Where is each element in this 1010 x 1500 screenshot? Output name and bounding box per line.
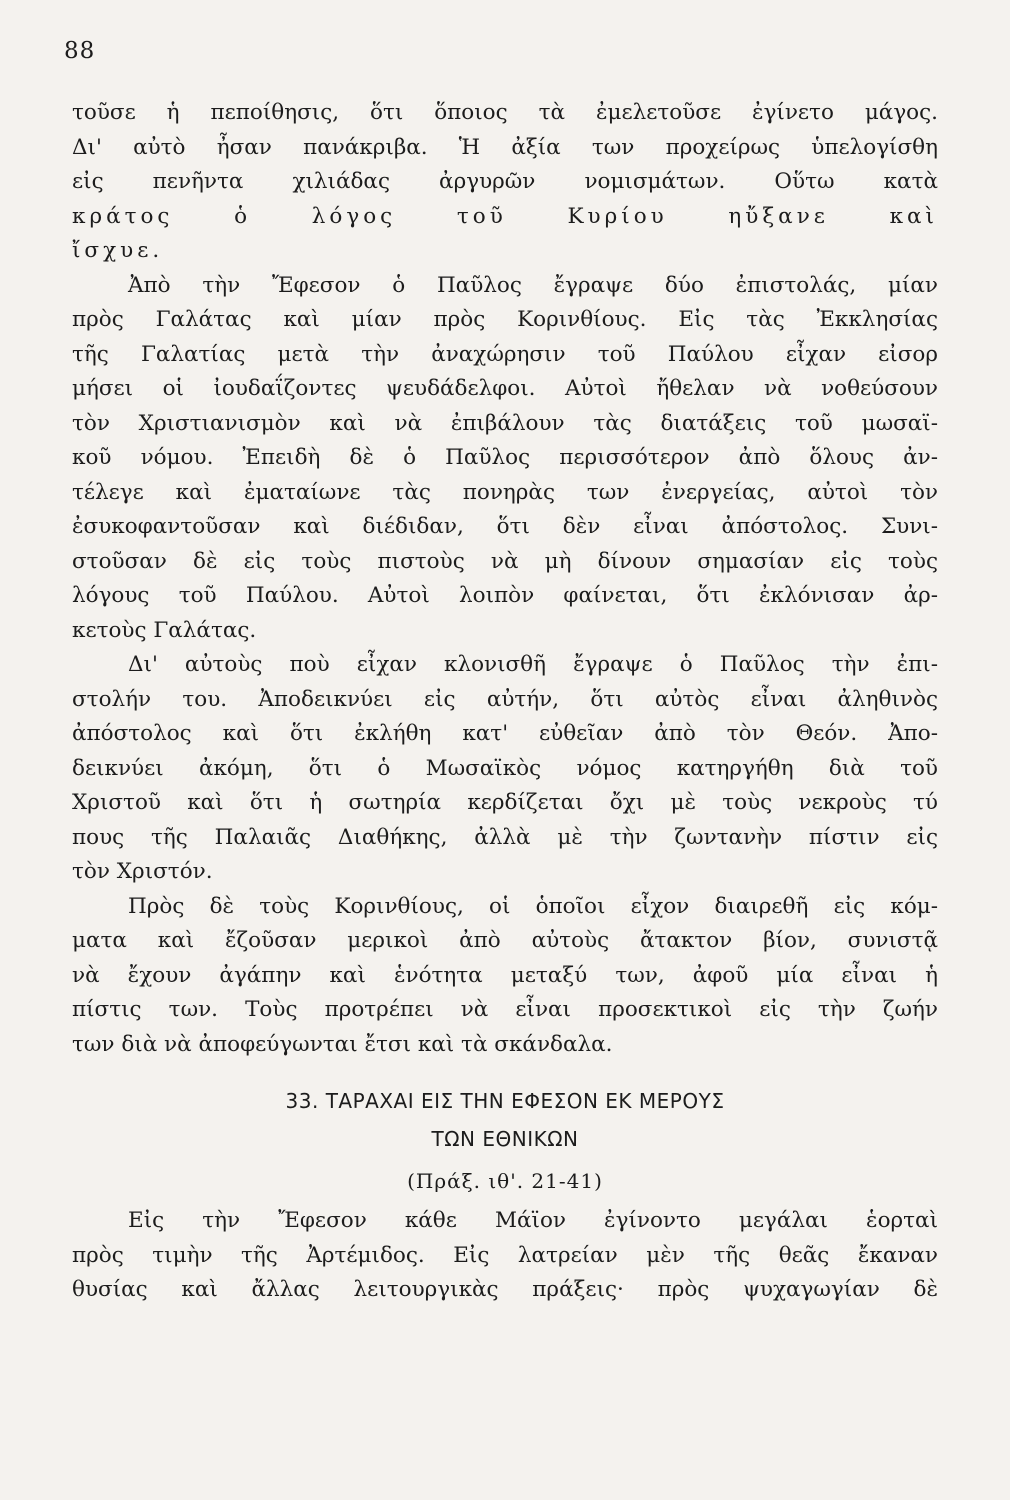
text-line: Εἰς τὴν Ἔφεσον κάθε Μάϊον ἐγίνοντο μεγάλαι ἑορταὶ	[128, 1208, 938, 1233]
text-line: τέλεγε καὶ ἐματαίωνε τὰς πονηρὰς των ἐνεργείας, αὐτοὶ τὸν	[72, 479, 938, 505]
text-line: τὸν Χριστόν.	[72, 859, 213, 884]
text-line: τοῦσε ἡ πεποίθησις, ὅτι ὅποιος τὰ ἐμελετοῦσε ἐγίνετο μάγος.	[72, 100, 938, 125]
text-line: κοῦ νόμου. Ἐπειδὴ δὲ ὁ Παῦλος περισσότερον ἀπὸ ὅλους ἀν-	[72, 445, 938, 470]
paragraph-3	[72, 648, 938, 890]
text-line: θυσίας καὶ ἄλλας λειτουργικὰς πράξεις· πρὸς ψυχαγωγίαν δὲ	[72, 1277, 938, 1302]
section-title-line-2: ΤΩΝ ΕΘΝΙΚΩΝ	[431, 1127, 579, 1151]
text-line: τῆς Γαλατίας μετὰ τὴν ἀναχώρησιν τοῦ Παύλου εἶχαν εἰσορ	[72, 341, 938, 367]
page-number: 88	[64, 38, 96, 64]
text-line: στοῦσαν δὲ εἰς τοὺς πιστοὺς νὰ μὴ δίνουν σημασίαν εἰς τοὺς	[72, 548, 938, 574]
text-line: των διὰ νὰ ἀποφεύγωνται ἔτσι καὶ τὰ σκάνδαλα.	[72, 1031, 613, 1057]
text-line: ματα καὶ ἔζοῦσαν μερικοὶ ἀπὸ αὐτοὺς ἄτακτον βίον, συνιστᾷ	[72, 928, 938, 953]
body-text	[72, 96, 938, 1308]
text-line: λόγους τοῦ Παύλου. Αὐτοὶ λοιπὸν φαίνεται, ὅτι ἐκλόνισαν ἀρ-	[72, 583, 938, 608]
text-line: στολήν του. Ἀποδεικνύει εἰς αὐτήν, ὅτι αὐτὸς εἶναι ἀληθινὸς	[72, 686, 938, 712]
section-title-line-1: 33. ΤΑΡΑΧΑΙ ΕΙΣ ΤΗΝ ΕΦΕΣΟΝ ΕΚ ΜΕΡΟΥΣ	[285, 1089, 725, 1113]
paragraph-4	[72, 890, 938, 1063]
paragraph-5	[72, 1204, 938, 1308]
text-line: πρὸς τιμὴν τῆς Ἀρτέμιδος. Εἰς λατρείαν μὲν τῆς θεᾶς ἔκαναν	[72, 1242, 938, 1268]
text-line: τὸν Χριστιανισμὸν καὶ νὰ ἐπιβάλουν τὰς διατάξεις τοῦ μωσαϊ-	[72, 410, 938, 436]
text-line: πους τῆς Παλαιᾶς Διαθήκης, ἀλλὰ μὲ τὴν ζωντανὴν πίστιν εἰς	[72, 824, 938, 850]
text-line: ἐσυκοφαντοῦσαν καὶ διέδιδαν, ὅτι δὲν εἶναι ἀπόστολος. Συνι-	[72, 514, 938, 539]
text-line: νὰ ἔχουν ἀγάπην καὶ ἑνότητα μεταξύ των, ἀφοῦ μία εἶναι ἡ	[72, 962, 938, 988]
text-line: κράτος ὁ λόγος τοῦ Κυρίου ηὔξανε καὶ	[72, 203, 938, 229]
text-line: Δι' αὐτὸ ἦσαν πανάκριβα. Ἡ ἀξία των προχείρως ὑπελογίσθη	[72, 134, 938, 160]
text-line: κετοὺς Γαλάτας.	[72, 617, 257, 643]
text-line: Πρὸς δὲ τοὺς Κορινθίους, οἱ ὁποῖοι εἶχον διαιρεθῆ εἰς κόμ-	[128, 893, 938, 919]
section-heading	[72, 1082, 938, 1204]
text-line: δεικνύει ἀκόμη, ὅτι ὁ Μωσαϊκὸς νόμος κατηργήθη διὰ τοῦ	[72, 755, 938, 781]
text-line: ἴσχυε.	[72, 238, 164, 263]
text-line: εἰς πενῆντα χιλιάδας ἀργυρῶν νομισμάτων. Οὕτω κατὰ	[72, 169, 938, 194]
text-line: Ἀπὸ τὴν Ἔφεσον ὁ Παῦλος ἔγραψε δύο ἐπιστολάς, μίαν	[128, 272, 938, 298]
paragraph-1	[72, 96, 938, 269]
scripture-reference: (Πράξ. ιθ'. 21-41)	[407, 1169, 603, 1193]
text-line: Χριστοῦ καὶ ὅτι ἡ σωτηρία κερδίζεται ὄχι μὲ τοὺς νεκροὺς τύ	[72, 790, 938, 815]
text-line: πίστις των. Τοὺς προτρέπει νὰ εἶναι προσεκτικοὶ εἰς τὴν ζωήν	[72, 997, 938, 1022]
text-line: μήσει οἱ ἰουδαΐζοντες ψευδάδελφοι. Αὐτοὶ ἤθελαν νὰ νοθεύσουν	[72, 376, 938, 401]
text-line: πρὸς Γαλάτας καὶ μίαν πρὸς Κορινθίους. Εἰς τὰς Ἐκκλησίας	[72, 307, 938, 332]
text-line: ἀπόστολος καὶ ὅτι ἐκλήθη κατ' εὐθεῖαν ἀπὸ τὸν Θεόν. Ἀπο-	[72, 721, 938, 746]
paragraph-2	[72, 269, 938, 649]
text-line: Δι' αὐτοὺς ποὺ εἶχαν κλονισθῆ ἔγραψε ὁ Παῦλος τὴν ἐπι-	[128, 652, 938, 677]
